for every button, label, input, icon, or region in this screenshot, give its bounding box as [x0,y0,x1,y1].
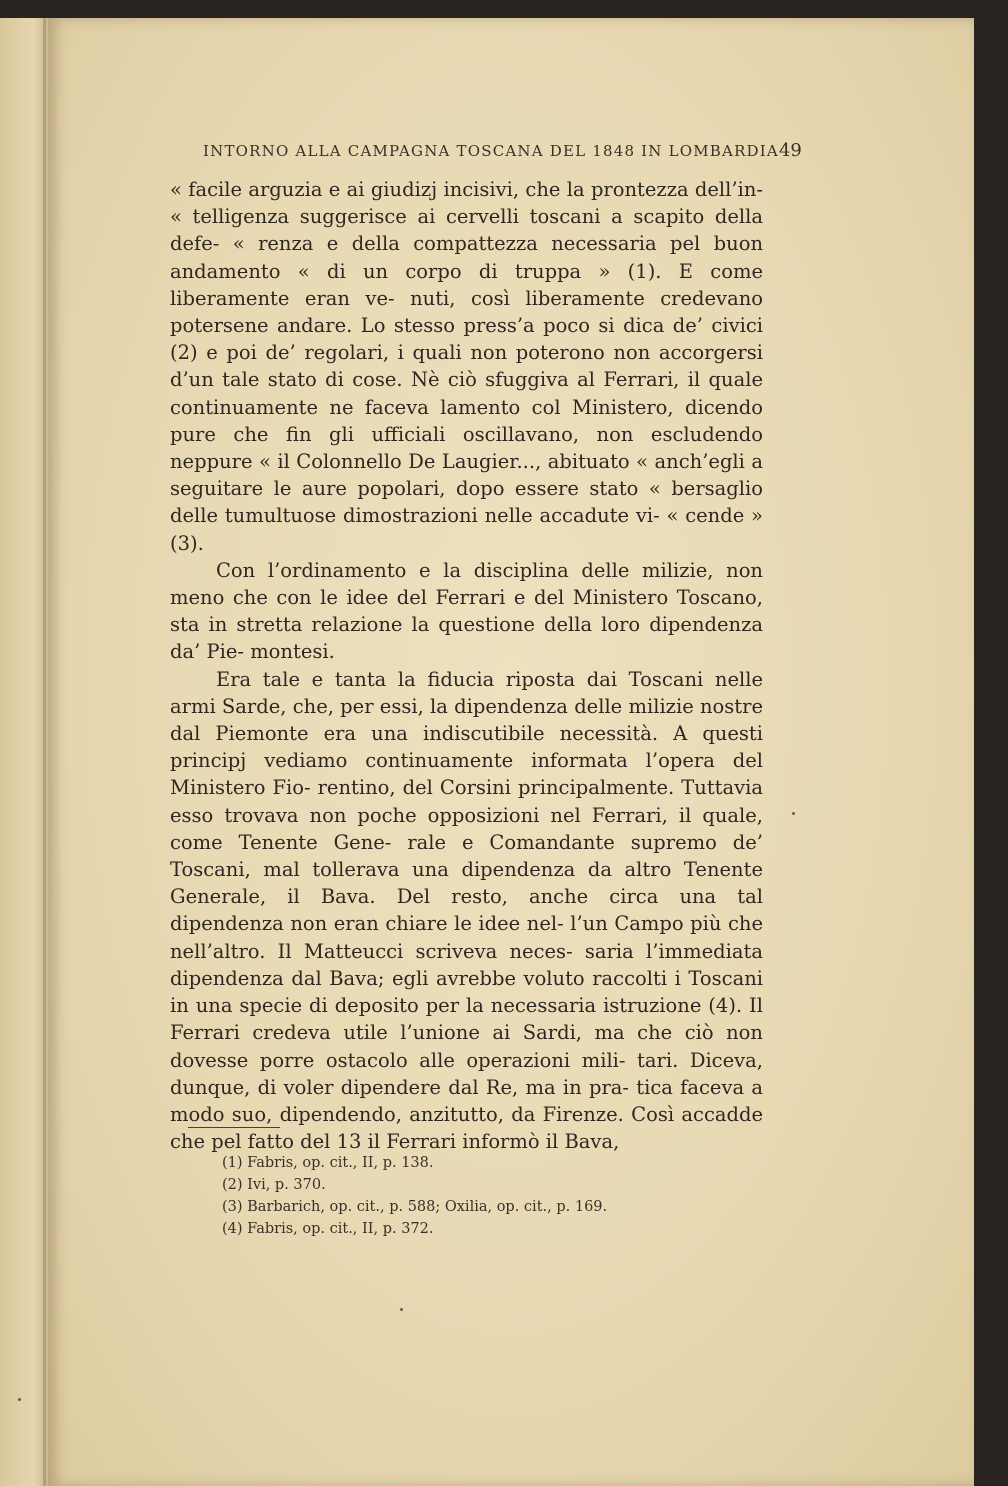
body-text [170,176,763,1155]
footnote: (1) Fabris, op. cit., II, p. 138. [222,1155,434,1171]
page-number: 49 [778,140,802,161]
paragraph: Era tale e tanta la fiducia riposta dai Toscani nelle armi Sarde, che, per essi, la dipendenza delle milizie nostre dal Piemonte era una indiscutibile necessità. A questi principj vediamo continuamente informata l’opera del Ministero Fio- rentino, del Corsini principalmente. Tuttavia esso trovava non poche opposizioni nel Ferrari, il quale, come Tenente Gene- rale e Comandante supremo de’ Toscani, mal tollerava una dipendenza da altro Tenente Generale, il Bava. Del resto, anche circa una tal dipendenza non eran chiare le idee nel- l’un Campo più che nell’altro. Il Matteucci scriveva neces- saria l’immediata dipendenza dal Bava; egli avrebbe voluto raccolti i Toscani in una specie di deposito per la necessaria istruzione (4). Il Ferrari credeva utile l’unione ai Sardi, ma che ciò non dovesse porre ostacolo alle operazioni mili- tari. Diceva, dunque, di voler dipendere dal Re, ma in pra- tica faceva a modo suo, dipendendo, anzitutto, da Firenze. Così accadde che pel fatto del 13 il Ferrari informò il Bava, [170,667,763,1154]
paper-speck [18,1398,21,1401]
paper-speck [792,812,795,815]
footnote: (2) Ivi, p. 370. [222,1177,326,1193]
footnote: (3) Barbarich, op. cit., p. 588; Oxilia, op. cit., p. 169. [222,1199,608,1215]
footnote-separator [188,1127,280,1128]
footnotes [222,1152,742,1240]
footnote: (4) Fabris, op. cit., II, p. 372. [222,1221,434,1237]
paper-speck [400,1308,403,1311]
running-header [203,140,802,170]
running-title: INTORNO ALLA CAMPAGNA TOSCANA DEL 1848 IN LOMBARDIA [203,142,779,160]
paragraph: Con l’ordinamento e la disciplina delle milizie, non meno che con le idee del Ferrari e del Ministero Toscano, sta in stretta relazione la questione della loro dipendenza da’ Pie- montesi. [170,558,763,664]
paragraph: « facile arguzia e ai giudizj incisivi, che la prontezza dell’in- « telligenza suggerisce ai cervelli toscani a scapito della defe- « renza e della compattezza necessaria pel buon andamento « di un corpo di truppa » (1). E come liberamente eran ve- nuti, così liberamente credevano potersene andare. Lo stesso press’a poco si dica de’ civici (2) e poi de’ regolari, i quali non poterono non accorgersi d’un tale stato di cose. Nè ciò sfuggiva al Ferrari, il quale continuamente ne faceva lamento col Ministero, dicendo pure che fin gli ufficiali oscillavano, non escludendo neppure « il Colonnello De Laugier..., abituato « anch’egli a seguitare le aure popolari, dopo essere stato « bersaglio delle tumultuose dimostrazioni nelle accadute vi- « cende » (3). [170,178,763,555]
